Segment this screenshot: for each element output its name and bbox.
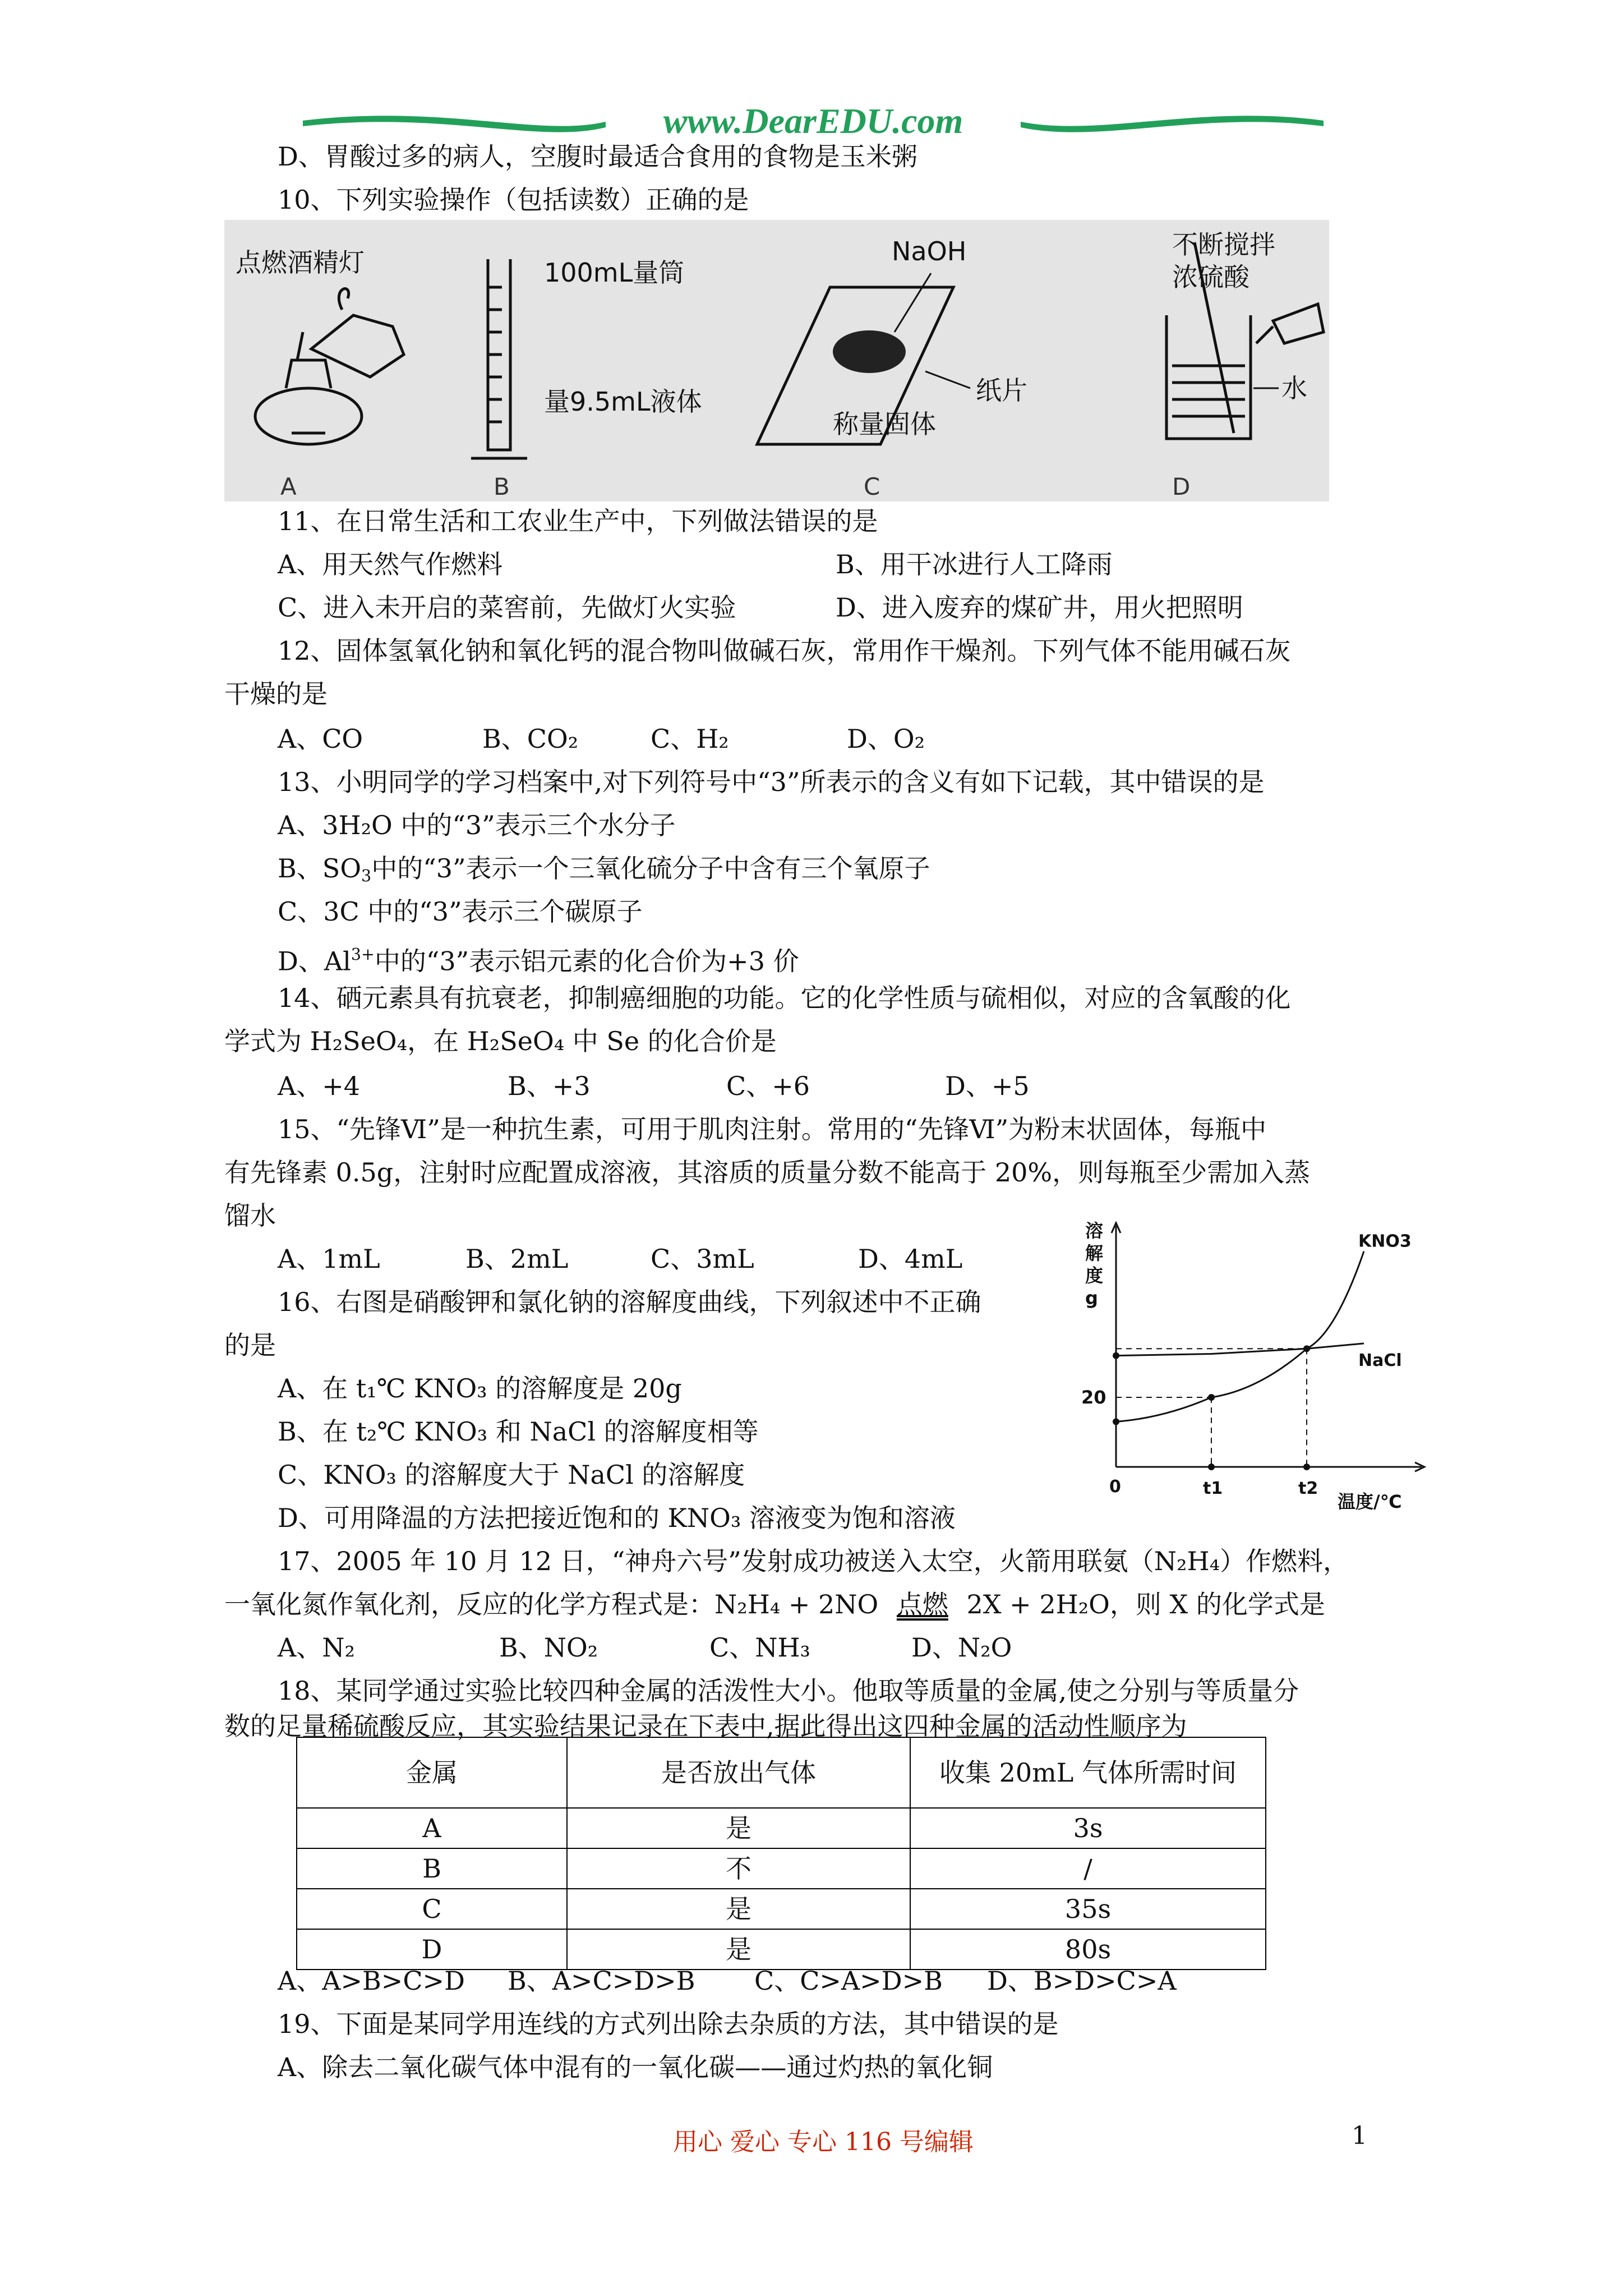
fig-c-naoh: NaOH <box>892 236 967 266</box>
fig-a-label: 点燃酒精灯 <box>236 247 365 278</box>
tick-t2 <box>1303 1464 1310 1470</box>
fig-d-letter: D <box>1172 473 1191 500</box>
lab-operations-figure <box>224 220 1329 501</box>
table-header-cell: 金属 <box>297 1737 567 1808</box>
origin-label: 0 <box>1109 1477 1121 1497</box>
table-cell: B <box>297 1848 567 1889</box>
fig-c-note: 称量固体 <box>833 409 936 439</box>
q18-stem-line1: 18、某同学通过实验比较四种金属的活泼性大小。他取等质量的金属,使之分别与等质量分 <box>278 1676 1299 1706</box>
q18-option-a: A、A>B>C>D <box>278 1966 465 1996</box>
q17-stem-line2 <box>224 1587 1325 1622</box>
fig-b-note: 量9.5mL液体 <box>544 386 702 417</box>
q18-option-c: C、C>A>D>B <box>754 1966 943 1996</box>
table-cell: 3s <box>910 1808 1266 1848</box>
table-cell: D <box>297 1929 567 1970</box>
q19-stem: 19、下面是某同学用连线的方式列出除去杂质的方法，其中错误的是 <box>278 2009 1059 2039</box>
q15-stem-line1: 15、“先锋Ⅵ”是一种抗生素，可用于肌肉注射。常用的“先锋Ⅵ”为粉末状固体，每瓶中 <box>278 1114 1267 1144</box>
alcohol-lamp-icon <box>255 289 404 444</box>
q19-option-a: A、除去二氧化碳气体中混有的一氧化碳——通过灼热的氧化铜 <box>278 2052 993 2082</box>
q18-option-b: B、A>C>D>B <box>508 1966 695 1996</box>
series-line-nacl <box>1116 1343 1364 1356</box>
q10-stem: 10、下列实验操作（包括读数）正确的是 <box>278 185 749 215</box>
q17-option-d: D、N₂O <box>911 1632 1012 1663</box>
q11-option-c: C、进入未开启的菜窖前，先做灯火实验 <box>278 592 736 623</box>
q17-option-c: C、NH₃ <box>709 1632 811 1663</box>
table-cell: 是 <box>567 1889 910 1929</box>
table-cell: / <box>910 1848 1266 1889</box>
table-header-cell: 是否放出气体 <box>567 1737 910 1808</box>
table-cell: 80s <box>910 1929 1266 1970</box>
table-header-cell: 收集 20mL 气体所需时间 <box>910 1737 1266 1808</box>
q16-option-a: A、在 t₁℃ KNO₃ 的溶解度是 20g <box>278 1373 682 1404</box>
table-cell: C <box>297 1889 567 1929</box>
q14-option-c: C、+6 <box>726 1071 810 1101</box>
footer-credit: 用心 爱心 专心 116 号编辑 <box>673 2128 974 2156</box>
banner-swoosh-right <box>1021 116 1324 132</box>
q15-option-a: A、1mL <box>278 1244 380 1274</box>
series-label-nacl: NaCl <box>1358 1350 1402 1370</box>
q13-option-c: C、3C 中的“3”表示三个碳原子 <box>278 896 643 927</box>
table-cell: 不 <box>567 1848 910 1889</box>
q16-stem-line2: 的是 <box>224 1330 276 1360</box>
y-axis-label-char: 度 <box>1085 1265 1104 1286</box>
q13d-post: 中的“3”表示铝元素的化合价为+3 价 <box>374 946 799 977</box>
fig-d-water: 水 <box>1281 373 1307 403</box>
table-cell: 是 <box>567 1808 910 1848</box>
tick-t1 <box>1208 1464 1215 1470</box>
x-tick-label-t1: t1 <box>1203 1479 1223 1498</box>
q17-eq-condition: 点燃 <box>896 1589 948 1619</box>
q11-option-b: B、用干冰进行人工降雨 <box>836 549 1113 579</box>
table-row <box>297 1848 1266 1889</box>
solubility-chart <box>1063 1212 1444 1531</box>
q12-option-b: B、CO₂ <box>482 724 579 754</box>
q14-option-d: D、+5 <box>945 1071 1030 1101</box>
q14-option-b: B、+3 <box>508 1071 591 1101</box>
q15-option-c: C、3mL <box>651 1244 754 1274</box>
q13-stem: 13、小明同学的学习档案中,对下列符号中“3”所表示的含义有如下记载，其中错误的是 <box>278 767 1265 797</box>
q12-option-a: A、CO <box>278 724 363 754</box>
series-line-kno3 <box>1116 1251 1364 1422</box>
site-logo: www.DearEDU.com <box>663 101 963 141</box>
q13b-subscript: 3 <box>361 867 372 886</box>
banner-swoosh-left <box>303 116 606 132</box>
fig-a-letter: A <box>280 473 297 500</box>
q16-stem-line1: 16、右图是硝酸钾和氯化钠的溶解度曲线，下列叙述中不正确 <box>278 1287 981 1317</box>
q12-stem-line2: 干燥的是 <box>224 679 328 709</box>
q12-option-c: C、H₂ <box>651 724 729 754</box>
fig-b-label: 100mL量筒 <box>544 257 685 288</box>
q13b-post: 中的“3”表示一个三氧化硫分子中含有三个氧原子 <box>371 853 930 884</box>
table-row <box>297 1889 1266 1929</box>
q11-stem: 11、在日常生活和工农业生产中，下列做法错误的是 <box>278 506 878 536</box>
q15-option-b: B、2mL <box>465 1244 569 1274</box>
q12-option-d: D、O₂ <box>847 724 925 754</box>
q17-eq-post: 2X + 2H₂O，则 X 的化学式是 <box>966 1589 1325 1619</box>
q17-option-a: A、N₂ <box>278 1632 355 1663</box>
q18-stem-line2: 数的足量稀硫酸反应，其实验结果记录在下表中,据此得出这四种金属的活动性顺序为 <box>224 1711 1187 1741</box>
metal-reaction-table <box>296 1737 1266 1970</box>
q11-option-d: D、进入废弃的煤矿井，用火把照明 <box>836 592 1243 623</box>
q13d-superscript: 3+ <box>351 945 375 964</box>
table-cell: 是 <box>567 1929 910 1970</box>
q11-option-a: A、用天然气作燃料 <box>278 549 503 579</box>
table-cell: 35s <box>910 1889 1266 1929</box>
q17-eq-pre: 一氧化氮作氧化剂，反应的化学方程式是：N₂H₄ + 2NO <box>224 1589 879 1619</box>
table-row <box>297 1808 1266 1848</box>
q16-option-d: D、可用降温的方法把接近饱和的 KNO₃ 溶液变为饱和溶液 <box>278 1503 956 1533</box>
q14-stem-line2: 学式为 H₂SeO₄，在 H₂SeO₄ 中 Se 的化合价是 <box>224 1026 777 1056</box>
q13b-pre: B、SO <box>278 853 362 884</box>
y-tick-label: 20 <box>1081 1387 1106 1408</box>
q17-option-b: B、NO₂ <box>499 1632 598 1663</box>
series-label-kno3: KNO3 <box>1358 1231 1412 1251</box>
q9-option-d: D、胃酸过多的病人，空腹时最适合食用的食物是玉米粥 <box>278 141 917 172</box>
q15-option-d: D、4mL <box>858 1244 963 1274</box>
y-axis-label-char: 溶 <box>1085 1220 1104 1241</box>
naoh-solid-pile <box>833 330 906 373</box>
q16-option-b: B、在 t₂℃ KNO₃ 和 NaCl 的溶解度相等 <box>278 1416 759 1447</box>
x-axis-label: 温度/℃ <box>1338 1491 1402 1512</box>
q13-option-b <box>278 851 930 894</box>
q17-stem-line1: 17、2005 年 10 月 12 日，“神舟六号”发射成功被送入太空，火箭用联氨（N₂H₄）作燃料， <box>278 1546 1349 1576</box>
y-axis-label-char: 解 <box>1085 1243 1104 1264</box>
table-cell: A <box>297 1808 567 1848</box>
fig-b-letter: B <box>494 473 510 500</box>
q14-option-a: A、+4 <box>278 1071 361 1101</box>
q12-stem-line1: 12、固体氢氧化钠和氧化钙的混合物叫做碱石灰，常用作干燥剂。下列气体不能用碱石灰 <box>278 636 1291 666</box>
page-number: 1 <box>1352 2122 1367 2150</box>
y-axis-label-char: g <box>1085 1287 1098 1309</box>
q14-stem-line1: 14、硒元素具有抗衰老，抑制癌细胞的功能。它的化学性质与硫相似，对应的含氧酸的化 <box>278 983 1291 1013</box>
q18-option-d: D、B>D>C>A <box>987 1966 1177 1996</box>
q13-option-a: A、3H₂O 中的“3”表示三个水分子 <box>278 810 676 840</box>
q13d-pre: D、Al <box>278 946 351 977</box>
x-tick-label-t2: t2 <box>1298 1479 1318 1498</box>
q15-stem-line3: 馏水 <box>224 1200 276 1231</box>
table-header-row <box>297 1737 1266 1808</box>
measuring-cylinder-icon <box>471 259 527 458</box>
q13-option-d <box>278 937 799 979</box>
fig-c-letter: C <box>864 473 880 500</box>
fig-c-paper: 纸片 <box>976 375 1027 406</box>
fig-d-stir: 不断搅拌 <box>1172 229 1275 260</box>
fig-d-acid: 浓硫酸 <box>1172 262 1249 292</box>
q16-option-c: C、KNO₃ 的溶解度大于 NaCl 的溶解度 <box>278 1460 745 1490</box>
q15-stem-line2: 有先锋素 0.5g，注射时应配置成溶液，其溶质的质量分数不能高于 20%，则每瓶至少需加入蒸 <box>224 1157 1311 1188</box>
